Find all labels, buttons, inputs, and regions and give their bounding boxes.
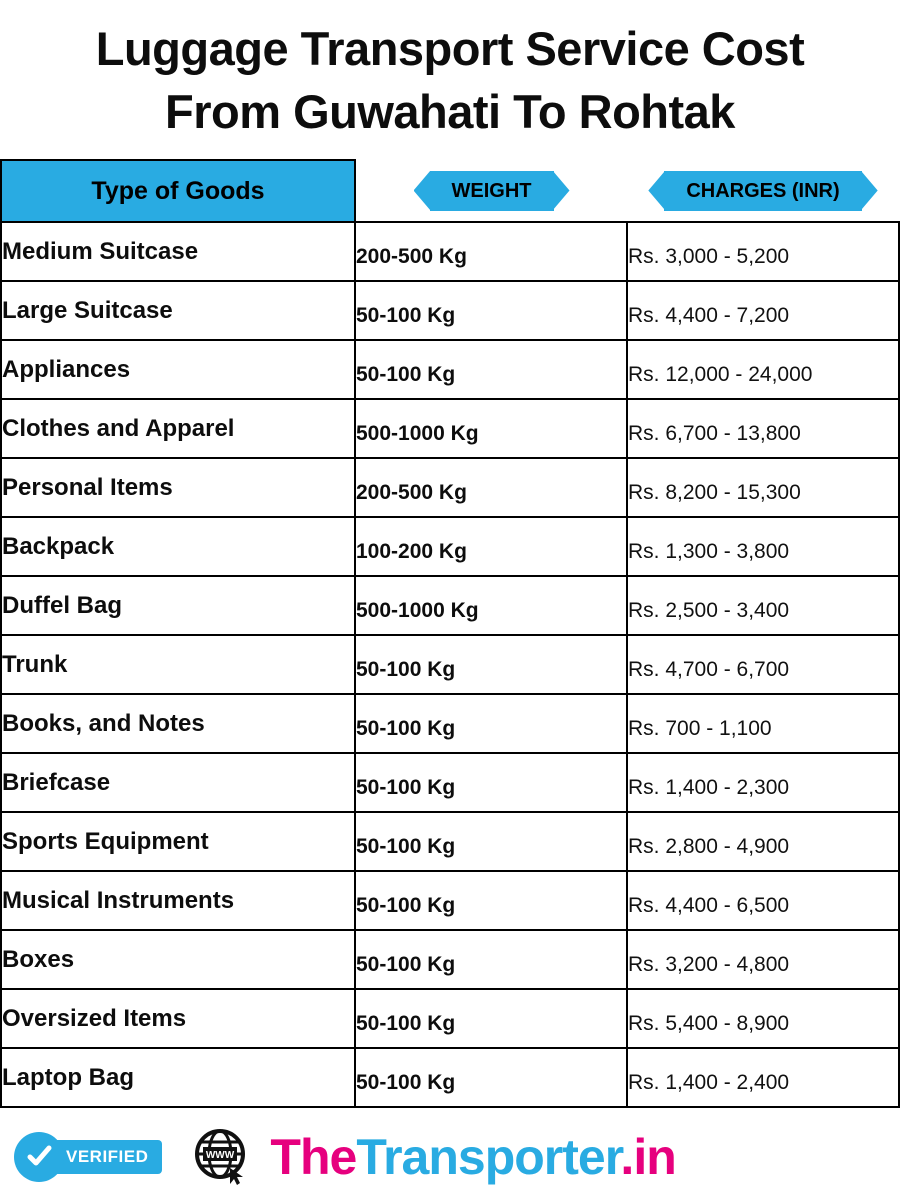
cost-table bbox=[0, 159, 900, 1108]
cell-charges bbox=[627, 930, 899, 989]
cell-goods: Medium Suitcase bbox=[1, 222, 355, 281]
cell-charges-text: Rs. 1,300 - 3,800 bbox=[628, 539, 790, 563]
cell-weight-text: 50-100 Kg bbox=[356, 657, 456, 681]
cell-weight-text: 50-100 Kg bbox=[356, 834, 456, 858]
verified-badge bbox=[14, 1132, 162, 1182]
cell-goods: Musical Instruments bbox=[1, 871, 355, 930]
cell-charges bbox=[627, 812, 899, 871]
cell-charges-text: Rs. 4,400 - 6,500 bbox=[628, 893, 790, 917]
cell-goods: Personal Items bbox=[1, 458, 355, 517]
check-icon bbox=[14, 1132, 64, 1182]
cell-charges-text: Rs. 1,400 - 2,400 bbox=[628, 1070, 790, 1094]
table-row bbox=[1, 458, 899, 517]
cell-charges bbox=[627, 222, 899, 281]
table-row bbox=[1, 930, 899, 989]
cell-weight bbox=[355, 989, 627, 1048]
table-row bbox=[1, 694, 899, 753]
cell-weight bbox=[355, 340, 627, 399]
cell-weight bbox=[355, 635, 627, 694]
cell-weight bbox=[355, 222, 627, 281]
cell-charges bbox=[627, 871, 899, 930]
table-row bbox=[1, 281, 899, 340]
brand-part-transporter: Transporter bbox=[356, 1129, 621, 1185]
cell-weight-text: 50-100 Kg bbox=[356, 952, 456, 976]
cell-charges bbox=[627, 989, 899, 1048]
cost-table-container bbox=[0, 159, 900, 1108]
column-header-weight: WEIGHT bbox=[430, 171, 554, 211]
cell-weight bbox=[355, 753, 627, 812]
cell-weight bbox=[355, 458, 627, 517]
cell-goods: Duffel Bag bbox=[1, 576, 355, 635]
cell-goods: Trunk bbox=[1, 635, 355, 694]
cell-goods: Appliances bbox=[1, 340, 355, 399]
cell-charges-text: Rs. 3,200 - 4,800 bbox=[628, 952, 790, 976]
table-row bbox=[1, 812, 899, 871]
cell-charges-text: Rs. 1,400 - 2,300 bbox=[628, 775, 790, 799]
cell-charges bbox=[627, 399, 899, 458]
column-header-weight-cell bbox=[355, 160, 627, 222]
table-row bbox=[1, 635, 899, 694]
globe-icon bbox=[190, 1126, 252, 1188]
table-header-row bbox=[1, 160, 899, 222]
cell-goods: Laptop Bag bbox=[1, 1048, 355, 1107]
table-row bbox=[1, 340, 899, 399]
cell-weight-text: 50-100 Kg bbox=[356, 1070, 456, 1094]
cell-weight-text: 50-100 Kg bbox=[356, 775, 456, 799]
column-header-charges-cell bbox=[627, 160, 899, 222]
cell-weight-text: 200-500 Kg bbox=[356, 480, 467, 504]
cell-goods: Books, and Notes bbox=[1, 694, 355, 753]
cell-charges-text: Rs. 4,400 - 7,200 bbox=[628, 303, 790, 327]
cell-charges-text: Rs. 5,400 - 8,900 bbox=[628, 1011, 790, 1035]
cell-weight bbox=[355, 281, 627, 340]
cell-weight-text: 100-200 Kg bbox=[356, 539, 467, 563]
table-row bbox=[1, 222, 899, 281]
cell-charges-text: Rs. 2,500 - 3,400 bbox=[628, 598, 790, 622]
cell-charges-text: Rs. 3,000 - 5,200 bbox=[628, 244, 790, 268]
brand-wordmark bbox=[270, 1128, 675, 1186]
svg-text:WWW: WWW bbox=[206, 1150, 235, 1161]
cell-charges bbox=[627, 340, 899, 399]
cell-charges-text: Rs. 6,700 - 13,800 bbox=[628, 421, 801, 445]
cell-charges bbox=[627, 694, 899, 753]
table-row bbox=[1, 517, 899, 576]
cell-goods: Large Suitcase bbox=[1, 281, 355, 340]
table-row bbox=[1, 871, 899, 930]
page-title bbox=[0, 0, 900, 143]
cell-weight-text: 50-100 Kg bbox=[356, 716, 456, 740]
cell-weight bbox=[355, 930, 627, 989]
cell-goods: Boxes bbox=[1, 930, 355, 989]
cell-weight bbox=[355, 812, 627, 871]
cell-weight bbox=[355, 871, 627, 930]
cell-weight-text: 50-100 Kg bbox=[356, 893, 456, 917]
cell-goods: Backpack bbox=[1, 517, 355, 576]
cell-weight-text: 500-1000 Kg bbox=[356, 598, 479, 622]
column-header-charges: CHARGES (INR) bbox=[664, 171, 861, 211]
cell-weight-text: 50-100 Kg bbox=[356, 362, 456, 386]
cell-weight-text: 500-1000 Kg bbox=[356, 421, 479, 445]
table-row bbox=[1, 1048, 899, 1107]
cell-weight bbox=[355, 694, 627, 753]
cell-goods: Clothes and Apparel bbox=[1, 399, 355, 458]
cell-charges-text: Rs. 700 - 1,100 bbox=[628, 716, 772, 740]
cell-weight-text: 50-100 Kg bbox=[356, 1011, 456, 1035]
cell-charges-text: Rs. 2,800 - 4,900 bbox=[628, 834, 790, 858]
cell-weight bbox=[355, 576, 627, 635]
cell-goods: Briefcase bbox=[1, 753, 355, 812]
table-row bbox=[1, 753, 899, 812]
column-header-goods: Type of Goods bbox=[1, 160, 355, 222]
cell-weight-text: 50-100 Kg bbox=[356, 303, 456, 327]
cell-charges bbox=[627, 517, 899, 576]
cell-charges bbox=[627, 458, 899, 517]
cell-charges-text: Rs. 12,000 - 24,000 bbox=[628, 362, 813, 386]
table-body bbox=[1, 222, 899, 1107]
table-header bbox=[1, 160, 899, 222]
table-row bbox=[1, 399, 899, 458]
cell-goods: Sports Equipment bbox=[1, 812, 355, 871]
brand-part-the: The bbox=[270, 1129, 357, 1185]
cell-charges-text: Rs. 4,700 - 6,700 bbox=[628, 657, 790, 681]
footer bbox=[0, 1114, 900, 1200]
cell-charges-text: Rs. 8,200 - 15,300 bbox=[628, 480, 801, 504]
cell-weight-text: 200-500 Kg bbox=[356, 244, 467, 268]
table-row bbox=[1, 989, 899, 1048]
verified-label: VERIFIED bbox=[42, 1140, 162, 1174]
cell-weight bbox=[355, 399, 627, 458]
cell-charges bbox=[627, 576, 899, 635]
page-title-line-2: From Guwahati To Rohtak bbox=[165, 84, 735, 138]
page-title-line-1: Luggage Transport Service Cost bbox=[95, 22, 805, 75]
brand-part-tld: .in bbox=[620, 1129, 676, 1185]
cell-charges bbox=[627, 635, 899, 694]
cell-charges bbox=[627, 1048, 899, 1107]
cell-weight bbox=[355, 517, 627, 576]
table-row bbox=[1, 576, 899, 635]
cell-charges bbox=[627, 281, 899, 340]
cell-weight bbox=[355, 1048, 627, 1107]
cell-charges bbox=[627, 753, 899, 812]
cell-goods: Oversized Items bbox=[1, 989, 355, 1048]
